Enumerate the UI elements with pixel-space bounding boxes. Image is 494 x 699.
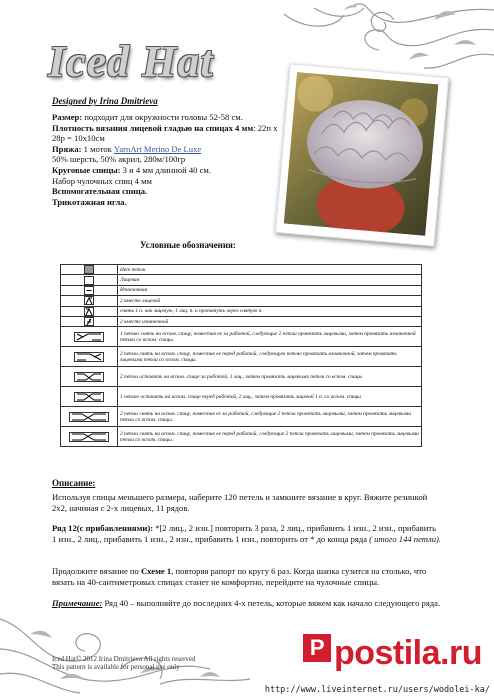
legend-row: 2 петли оставить на вспом. спице за работой, 1 лиц., затем провязать лицевыми петли со вспом. спицы bbox=[61, 367, 422, 387]
hat-photo-image bbox=[284, 72, 439, 236]
legend-row: Нет петли bbox=[61, 265, 422, 275]
description-paragraph-2: Ряд 12(с прибавлениями): *[2 лиц., 2 изн.] повторить 3 раза, 2 лиц., прибавить 1 изн., 2 изн., прибавить 1 изн., 2 лиц., прибавить 1 изн., 2 изн., прибавить 1 изн., повторить от * до конца ряда ( итого 144 петли). bbox=[52, 523, 442, 544]
description-title: Описание: bbox=[52, 478, 96, 488]
legend-row: 1 петлю снять на вспом. спицу, поместив ее за работой, следующие 2 петли провязать лицевыми, затем провязать изнаночной петлю со вспом. спицы. bbox=[61, 327, 422, 347]
dpn-line: Набор чулочных спиц 4 мм bbox=[52, 175, 152, 186]
legend-row: Изнаночная bbox=[61, 285, 422, 295]
hat-photo bbox=[275, 63, 449, 246]
tapestry-line: Трикотажная игла. bbox=[52, 196, 127, 207]
legend-row: 1 петлю оставить на вспом. спице перед работой, 2 лиц., затем провязать лицевой 1 п. со вспом. спицы bbox=[61, 387, 422, 407]
legend-row: 2 вместе лицевой bbox=[61, 296, 422, 306]
pattern-title: Iced Hat bbox=[48, 37, 214, 86]
source-url[interactable]: http://www.liveinternet.ru/users/wodolei-ka/ bbox=[264, 685, 490, 695]
knit-icon bbox=[61, 275, 118, 285]
legend-table bbox=[60, 264, 422, 447]
postila-logo: P postila.ru bbox=[303, 634, 482, 673]
gauge-line: Плотность вязания лицевой гладью на спицах 4 мм: 22п х 28р = 10х10см bbox=[52, 122, 278, 144]
size-line: Размер: подходит для окружности головы 52-58 см. bbox=[52, 112, 243, 122]
skpo-icon bbox=[61, 306, 118, 316]
k2tog-icon bbox=[61, 296, 118, 306]
legend-row: 2 вместе изнаночной bbox=[61, 316, 422, 326]
description-note: Примечание: Ряд 40 – выполняйте до последних 4-х петель, которые вяжем как начало следующего ряда. bbox=[52, 598, 441, 608]
cable-right-2-icon bbox=[61, 367, 118, 387]
designer-credit: Designed by Irina Dmitrieva bbox=[52, 96, 158, 106]
pattern-specs bbox=[52, 112, 282, 207]
cable-left-icon bbox=[61, 347, 118, 367]
yarn-link[interactable]: YarnArt Merino De Luxe bbox=[114, 143, 202, 154]
needles-line: Круговые спицы: 3 и 4 мм длинной 40 см. bbox=[52, 164, 211, 175]
legend-row: Лицевая bbox=[61, 275, 422, 285]
legend-row: 2 петли снять на вспом. спицу, поместив ее перед работой, следующую петлю провязать изнаночной, затем провязать лицевыми петли со вспом. спицы. bbox=[61, 347, 422, 367]
description-paragraph-3: Продолжите вязание по Схеме 1, повторяя рапорт по кругу 6 раз. Когда шапка сузится на столько, что вязать на 40-сантиметровых спицах станет не комфортно, перейдите на чулочные спицы. bbox=[52, 566, 427, 587]
p2tog-icon bbox=[61, 316, 118, 326]
purl-icon bbox=[61, 285, 118, 295]
description-paragraph-1: Используя спицы меньшего размера, наберите 120 петель и замкните вязание в круг. Вяжите резинкой 2х2, начиная с 2-х лицевых, 11 рядов. bbox=[52, 492, 428, 513]
legend-row: снять 1 п. как лицевую, 1 лиц. п. и протянуть через снятую п. bbox=[61, 306, 422, 316]
cable-right-4-icon bbox=[61, 407, 118, 427]
yarn-composition: 50% шерсть, 50% акрил, 280м/100гр bbox=[52, 154, 186, 165]
yarn-line: Пряжа: 1 моток YarnArt Merino De Luxe bbox=[52, 143, 202, 154]
cable-left-2-icon bbox=[61, 387, 118, 407]
legend-title: Условные обозначения: bbox=[140, 240, 236, 250]
copyright-footer: Iced Hat© 2012 Irina Dmitrieva All rights reserved This pattern is available for personal use only bbox=[52, 655, 196, 672]
legend-row: 2 петли снять на вспом. спицу, поместив ее за работой, следующие 2 петли провязать лицевыми, затем провязать лицевыми петли со вспом. спицы. bbox=[61, 407, 422, 427]
legend-row: 2 петли снять на вспом. спицу, поместив ее перед работой, следующие 2 петли провязать лицевыми, затем провязать лицевыми петли со вспом. спицы. bbox=[61, 427, 422, 447]
no-stitch-icon bbox=[61, 265, 118, 275]
aux-needle-line: Вспомогательная спица. bbox=[52, 186, 148, 197]
postila-logo-icon: P bbox=[303, 634, 331, 662]
cable-right-icon bbox=[61, 327, 118, 347]
cable-left-4-icon bbox=[61, 427, 118, 447]
